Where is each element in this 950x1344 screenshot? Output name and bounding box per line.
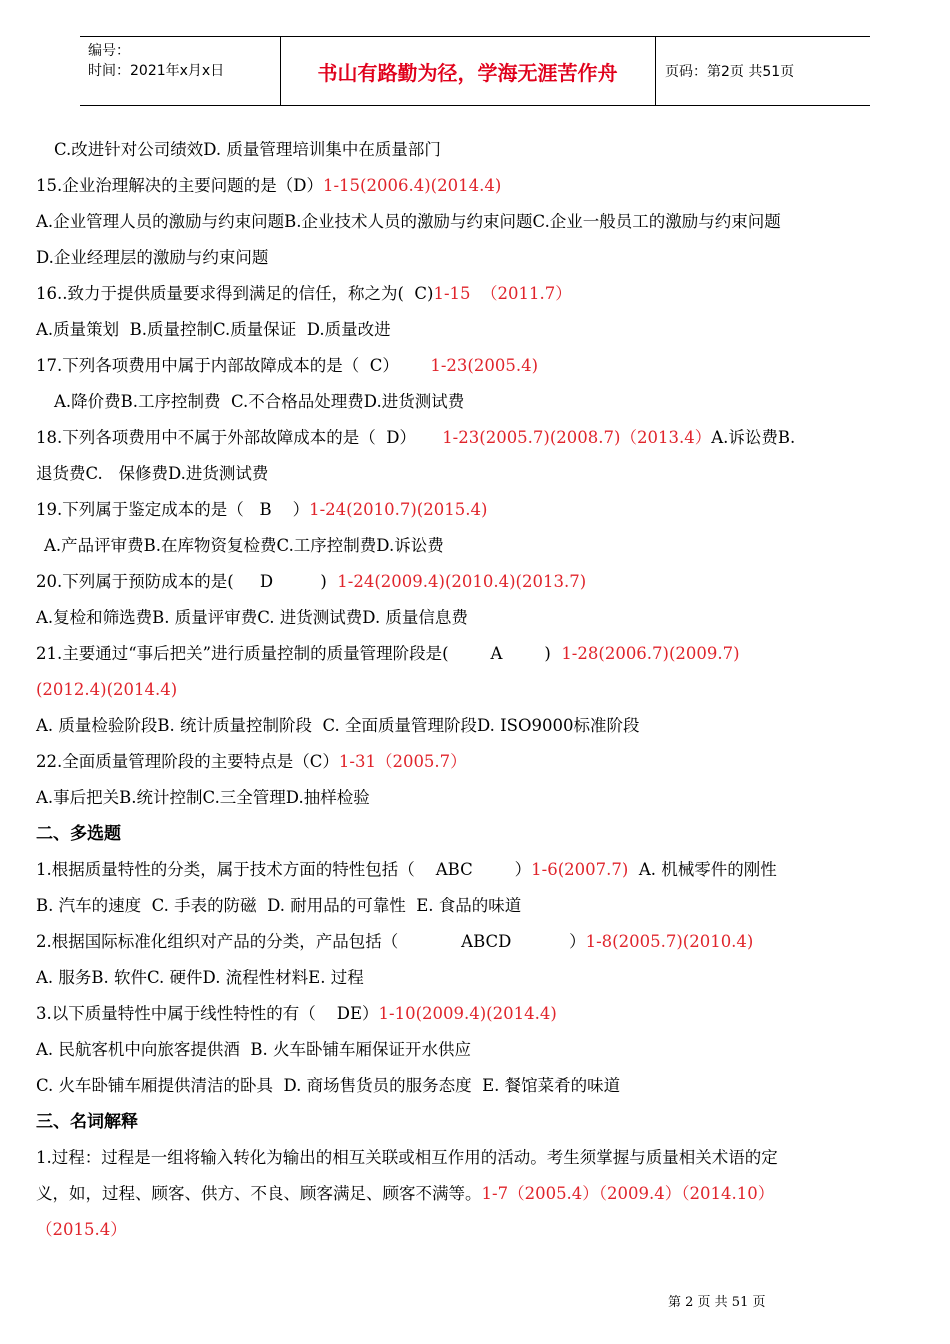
line-text: 15.企业治理解决的主要问题的是（D）	[36, 176, 323, 195]
line-text-continued: A. 机械零件的刚性	[628, 860, 777, 879]
source-reference: 1-15 （2011.7）	[433, 284, 572, 303]
text-line	[36, 636, 916, 672]
section-heading	[36, 1104, 916, 1140]
line-text: A.质量策划 B.质量控制C.质量保证 D.质量改进	[36, 320, 391, 339]
text-line	[36, 384, 916, 420]
source-reference: 1-23(2005.4)	[430, 356, 539, 375]
header-meta	[88, 41, 224, 81]
line-text: 1.过程：过程是一组将输入转化为输出的相互关联或相互作用的活动。考生须掌握与质量相关术语的定	[36, 1148, 778, 1167]
text-line	[36, 996, 916, 1032]
text-line	[36, 1212, 916, 1248]
section-heading	[36, 816, 916, 852]
line-text: 义，如，过程、顾客、供方、不良、顾客满足、顾客不满等。	[36, 1184, 482, 1203]
line-text: C.改进针对公司绩效D. 质量管理培训集中在质量部门	[54, 140, 441, 159]
source-reference: （2015.4）	[36, 1220, 127, 1239]
page-footer: 第 2 页 共 51 页	[668, 1295, 766, 1310]
line-text: 3.以下质量特性中属于线性特性的有（ DE）	[36, 1004, 379, 1023]
page-header	[80, 36, 870, 106]
text-line	[36, 852, 916, 888]
line-text: 退货费C. 保修费D.进货测试费	[36, 464, 269, 483]
source-reference: 1-8(2005.7)(2010.4)	[585, 932, 754, 951]
text-line	[36, 1068, 916, 1104]
text-line	[36, 672, 916, 708]
line-text: 19.下列属于鉴定成本的是（ B ）	[36, 500, 310, 519]
source-reference: 1-23(2005.7)(2008.7)（2013.4）	[442, 428, 712, 447]
line-text: A. 质量检验阶段B. 统计质量控制阶段 C. 全面质量管理阶段D. ISO9000标准阶段	[36, 716, 640, 735]
text-line	[36, 888, 916, 924]
source-reference: (2012.4)(2014.4)	[36, 680, 178, 699]
line-text: B. 汽车的速度 C. 手表的防磁 D. 耐用品的可靠性 E. 食品的味道	[36, 896, 522, 915]
line-text: A. 民航客机中向旅客提供酒 B. 火车卧铺车厢保证开水供应	[36, 1040, 472, 1059]
line-text: A. 服务B. 软件C. 硬件D. 流程性材料E. 过程	[36, 968, 364, 987]
source-reference: 1-15(2006.4)(2014.4)	[322, 176, 502, 195]
divider	[655, 37, 656, 105]
line-text-continued: A.诉讼费B.	[711, 428, 796, 447]
text-line	[36, 132, 916, 168]
line-text: C. 火车卧铺车厢提供清洁的卧具 D. 商场售货员的服务态度 E. 餐馆菜肴的味道	[36, 1076, 621, 1095]
text-line	[36, 168, 916, 204]
line-text: 二、多选题	[36, 824, 121, 844]
date: 时间：2021年x月x日	[88, 63, 225, 79]
page-indicator: 页码：第2页 共51页	[665, 64, 795, 80]
line-text: 20.下列属于预防成本的是( D )	[36, 572, 338, 591]
text-line	[36, 780, 916, 816]
line-text: 2.根据国际标准化组织对产品的分类，产品包括（ ABCD ）	[36, 932, 586, 951]
text-line	[36, 924, 916, 960]
line-text: D.企业经理层的激励与约束问题	[36, 248, 269, 267]
text-line	[36, 492, 916, 528]
line-text: 22.全面质量管理阶段的主要特点是（C）	[36, 752, 339, 771]
text-line	[36, 348, 916, 384]
document-body	[36, 132, 916, 1248]
line-text: 三、名词解释	[36, 1112, 138, 1132]
source-reference: 1-31（2005.7）	[338, 752, 467, 771]
text-line	[36, 276, 916, 312]
source-reference: 1-10(2009.4)(2014.4)	[378, 1004, 557, 1023]
source-reference: 1-6(2007.7)	[531, 860, 629, 879]
text-line	[36, 1032, 916, 1068]
line-text: A.降价费B.工序控制费 C.不合格品处理费D.进货测试费	[54, 392, 465, 411]
text-line	[36, 960, 916, 996]
text-line	[36, 1176, 916, 1212]
line-text: A.产品评审费B.在库物资复检费C.工序控制费D.诉讼费	[44, 536, 444, 555]
text-line	[36, 312, 916, 348]
source-reference: 1-24(2009.4)(2010.4)(2013.7)	[337, 572, 587, 591]
text-line	[36, 204, 916, 240]
text-line	[36, 240, 916, 276]
line-text: 17.下列各项费用中属于内部故障成本的是（ C）	[36, 356, 431, 375]
text-line	[36, 528, 916, 564]
source-reference: 1-7（2005.4）（2009.4）（2014.10）	[481, 1184, 775, 1203]
text-line	[36, 420, 916, 456]
line-text: 21.主要通过“事后把关”进行质量控制的质量管理阶段是( A )	[36, 644, 562, 663]
line-text: A.事后把关B.统计控制C.三全管理D.抽样检验	[36, 788, 370, 807]
serial-number: 编号：	[88, 43, 130, 59]
line-text: 1.根据质量特性的分类，属于技术方面的特性包括（ ABC ）	[36, 860, 532, 879]
line-text: A.企业管理人员的激励与约束问题B.企业技术人员的激励与约束问题C.企业一般员工的激励与约束问题	[36, 212, 781, 231]
source-reference: 1-28(2006.7)(2009.7)	[561, 644, 740, 663]
text-line	[36, 456, 916, 492]
line-text: A.复检和筛选费B. 质量评审费C. 进货测试费D. 质量信息费	[36, 608, 468, 627]
text-line	[36, 600, 916, 636]
line-text: 18.下列各项费用中不属于外部故障成本的是（ D）	[36, 428, 443, 447]
text-line	[36, 1140, 916, 1176]
source-reference: 1-24(2010.7)(2015.4)	[309, 500, 488, 519]
text-line	[36, 744, 916, 780]
line-text: 16..致力于提供质量要求得到满足的信任，称之为( C)	[36, 284, 434, 303]
text-line	[36, 708, 916, 744]
motto: 书山有路勤为径，学海无涯苦作舟	[317, 60, 618, 85]
text-line	[36, 564, 916, 600]
